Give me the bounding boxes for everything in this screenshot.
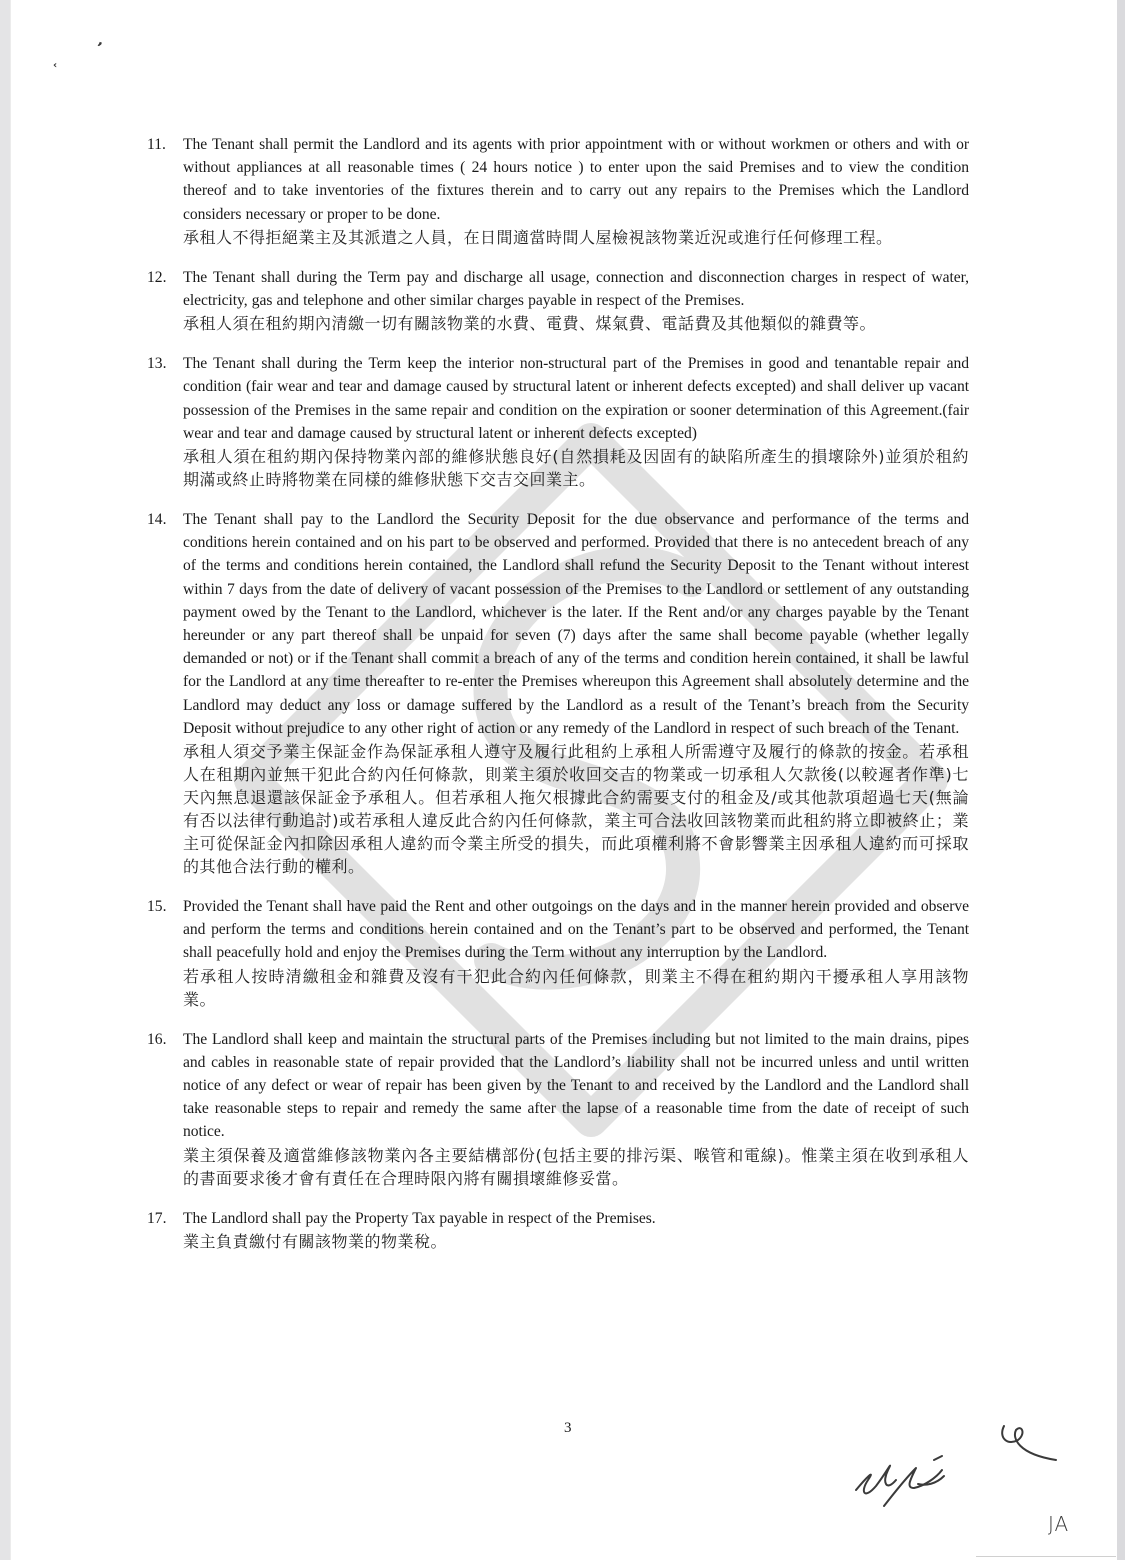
clause-12 (147, 266, 969, 335)
clause-english-text: Provided the Tenant shall have paid the Rent and other outgoings on the days and in the manner herein provided and observe and perform the terms and conditions herein contained and on the Tenant’s part to be observed and performed, the Tenant shall peacefully hold and enjoy the Premises during the Term without any interruption by the Landlord. (183, 898, 969, 962)
clause-chinese-text: 承租人不得拒絕業主及其派遣之人員，在日間適當時間人屋檢視該物業近況或進行任何修理工程。 (183, 227, 893, 247)
clause-number: 17. (147, 1209, 167, 1227)
clause-chinese-text: 業主負責繳付有關該物業的物業稅。 (183, 1231, 448, 1251)
clause-number: 13. (147, 355, 167, 373)
clause-11 (147, 133, 969, 249)
clause-number: 11. (147, 136, 166, 153)
clause-english-text: The Tenant shall during the Term keep the interior non-structural part of the Premises in good and tenantable repair and condition (fair wear and tear and damage caused by structural latent or inherent defects excepted) and shall deliver up vacant possession of the Premises in the same repair and condition on the expiration or sooner determination of this Agreement.(fair wear and tear and damage caused by structural latent or inherent defects excepted) (183, 355, 969, 442)
clause-number: 15. (147, 898, 167, 916)
clause-chinese-text: 承租人須交予業主保証金作為保証承租人遵守及履行此租約上承租人所需遵守及履行的條款的按金。若承租人在租期內並無干犯此合約內任何條款，則業主須於收回交吉的物業或一切承租人欠款後(以較遲者作準)七天內無息退還該保証金予承租人。但若承租人拖欠根據此合約需要支付的租金及/或其他款項超過七天(無論有否以法律行動追討)或若承租人違反此合約內任何條款，業主可合法收回該物業而此租約將立即被終止；業主可從保証金內扣除因承租人違約而令業主所受的損失，而此項權利將不會影響業主因承租人違約而可採取的其他合法行動的權利。 (183, 742, 969, 877)
handwritten-signature (846, 1418, 1076, 1518)
clause-chinese-text: 承租人須在租約期內保持物業內部的維修狀態良好(自然損耗及因固有的缺陷所產生的損壞除外)並須於租約期滿或終止時將物業在同樣的維修狀態下交吉交回業主。 (183, 447, 969, 490)
clause-chinese-text: 承租人須在租約期內清繳一切有關該物業的水費、電費、煤氣費、電話費及其他類似的雜費等。 (183, 314, 877, 334)
clause-chinese-text: 若承租人按時清繳租金和雜費及沒有干犯此合約內任何條款，則業主不得在租約期內干擾承租人享用該物業。 (183, 966, 969, 1009)
clause-english-text: The Landlord shall keep and maintain the structural parts of the Premises including but not limited to the main drains, pipes and cables in reasonable state of repair provided that the Landlord’s liability shall not be incurred unless and until written notice of any defect or wear of repair has been given by the Tenant to and received by the Landlord and the Landlord shall take reasonable steps to repair and remedy the same after the lapse of a reasonable time from the date of receipt of such notice. (183, 1030, 969, 1141)
initials: JA (1048, 1512, 1070, 1536)
stray-mark: ‹ (53, 60, 58, 71)
divider (976, 1556, 1116, 1557)
page-number: 3 (564, 1420, 572, 1436)
viewer-edge (1117, 0, 1125, 1560)
clause-chinese-text: 業主須保養及適當維修該物業內各主要結構部份(包括主要的排污渠、喉管和電線)。惟業主須在收到承租人的書面要求後才會有責任在合理時限內將有關損壞維修妥當。 (183, 1145, 969, 1188)
clause-15 (147, 895, 969, 1011)
document-page (10, 0, 1117, 1560)
clause-16 (147, 1028, 969, 1190)
clause-13 (147, 352, 969, 491)
stray-mark: ʼ (93, 39, 104, 57)
clause-list (147, 133, 969, 1270)
clause-english-text: The Landlord shall pay the Property Tax payable in respect of the Premises. (183, 1209, 656, 1227)
clause-english-text: The Tenant shall pay to the Landlord the Security Deposit for the due observance and performance of the terms and conditions herein contained and on his part to be observed and performed. Provided that there is no antecedent breach of any of the terms and conditions herein contained, the Landlord shall refund the Security Deposit to the Tenant without interest within 7 days from the date of delivery of vacant possession of the Premises to the Landlord or settlement of any outstanding payment owed by the Tenant to the Landlord, whichever is the later. If the Rent and/or any charges payable by the Tenant hereunder or any part thereof shall be unpaid for seven (7) days after the same shall become payable (whether legally demanded or not) or if the Tenant shall commit a breach of any of the terms and condition herein contained, it shall be lawful for the Landlord at any time thereafter to re-enter the Premises whereupon this Agreement shall absolutely determine and the Landlord may deduct any loss or damage suffered by the Landlord as a result of the Tenant’s breach from the Security Deposit without prejudice to any other right of action or any remedy of the Landlord in respect of such breach of the Tenant. (183, 511, 969, 737)
clause-english-text: The Tenant shall during the Term pay and discharge all usage, connection and disconnection charges in respect of water, electricity, gas and telephone and other similar charges payable in respect of the Premises. (183, 268, 969, 310)
clause-14 (147, 508, 969, 878)
clause-english-text: The Tenant shall permit the Landlord and its agents with prior appointment with or without workmen or others and with or without appliances at all reasonable times ( 24 hours notice ) to enter upon the said Premises and to view the condition thereof and to take inventories of the fixtures therein and to carry out any repairs to the Premises which the Landlord considers necessary or proper to be done. (183, 136, 969, 223)
clause-number: 12. (147, 268, 167, 286)
clause-number: 16. (147, 1030, 167, 1048)
clause-17 (147, 1207, 969, 1253)
clause-number: 14. (147, 511, 167, 529)
